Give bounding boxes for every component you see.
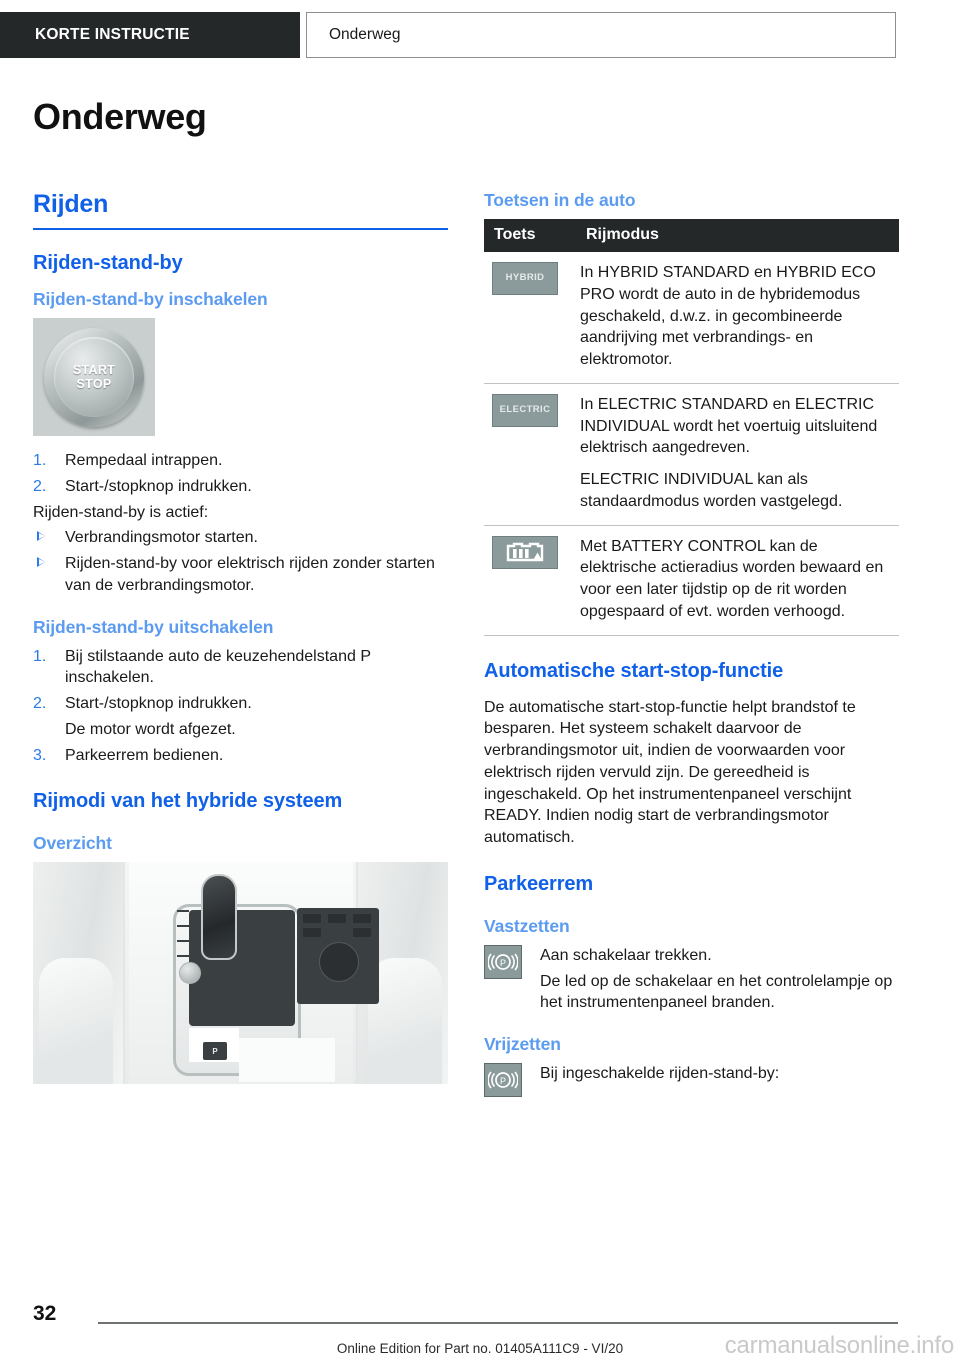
- table-cell-description: [576, 252, 899, 383]
- description-paragraph: In ELECTRIC STANDARD en ELECTRIC INDIVIDUAL wordt het voertuig uitsluitend elektrisch aangedreven.: [580, 395, 878, 457]
- page-number: 32: [33, 1302, 57, 1325]
- heading-automatische-start-stop-functie: Automatische start-stop-functie: [484, 659, 784, 682]
- table-row: [484, 252, 899, 383]
- heading-rijden-stand-by: Rijden-stand-by: [33, 252, 183, 274]
- right-column: [484, 190, 899, 1105]
- hybrid-button-icon: [492, 262, 558, 295]
- step-text: Parkeerrem bedienen.: [65, 746, 224, 764]
- step-text: Start-/stopknop indrukken.: [65, 477, 252, 495]
- electric-button-label: ELECTRIC: [499, 403, 551, 415]
- start-stop-label-stop: STOP: [76, 377, 112, 391]
- idrive-controller-dial: [319, 942, 359, 982]
- list-item: [33, 450, 448, 472]
- step-number: 3.: [33, 746, 47, 764]
- console-key: [177, 910, 189, 916]
- driving-modes-table: [484, 219, 899, 636]
- center-console-photo: [33, 862, 448, 1084]
- table-header-row: [484, 219, 899, 252]
- section-heading-rijden: Rijden: [33, 190, 448, 230]
- table-cell-description: [576, 383, 899, 525]
- heading-rijden-stand-by-inschakelen: Rijden-stand-by inschakelen: [33, 289, 268, 309]
- footer-divider: [98, 1322, 898, 1324]
- console-seat-left: [33, 862, 125, 1084]
- console-key: [177, 940, 189, 946]
- table-row: [484, 383, 899, 525]
- step-number: 2.: [33, 477, 47, 495]
- parking-brake-icon: [484, 1063, 522, 1097]
- table-cell-key: [484, 525, 576, 635]
- footer-edition-text: Online Edition for Part no. 01405A111C9 - VI/20: [336, 1341, 624, 1356]
- start-stop-button-figure: [33, 318, 155, 436]
- watermark: carmanualsonline.info: [724, 1332, 954, 1359]
- idrive-button: [353, 914, 371, 923]
- electric-button-icon: [492, 394, 558, 427]
- list-item: [33, 745, 448, 767]
- triangle-bullet-icon: [37, 531, 45, 541]
- console-storage-area: [239, 1038, 335, 1082]
- step-text: Start-/stopknop indrukken.: [65, 695, 252, 712]
- svg-text:P: P: [499, 957, 507, 968]
- bullet-text: Rijden-stand-by voor elektrisch rijden zonder starten van de verbrandingsmotor.: [65, 555, 435, 594]
- hybrid-button-label: HYBRID: [505, 272, 545, 284]
- uitschakelen-step2-result: De motor wordt afgezet.: [65, 720, 236, 738]
- breadcrumb-page-tab[interactable]: Onderweg: [306, 12, 896, 58]
- heading-vastzetten: Vastzetten: [484, 915, 570, 936]
- parking-brake-switch: [203, 1042, 227, 1060]
- idrive-control-pad: [297, 908, 379, 1004]
- triangle-bullet-icon: [37, 557, 45, 567]
- list-item: [33, 646, 448, 690]
- uitschakelen-steps-list: [33, 646, 448, 715]
- column-header-rijmodus: Rijmodus: [576, 219, 899, 252]
- idrive-button: [328, 914, 346, 923]
- description-paragraph: ELECTRIC INDIVIDUAL kan als standaardmodus worden vastgelegd.: [580, 471, 843, 510]
- start-stop-label-start: START: [72, 363, 116, 377]
- bullet-text: Verbrandingsmotor starten.: [65, 529, 258, 547]
- list-item: [33, 476, 448, 498]
- list-item: [33, 527, 448, 549]
- console-key: [177, 955, 189, 961]
- start-stop-outer-ring: [44, 328, 144, 427]
- vastzetten-line2: De led op de schakelaar en het controlelampje op het instrumentenpaneel branden.: [540, 972, 893, 1012]
- vrijzetten-block: [484, 1063, 899, 1105]
- svg-text:P: P: [499, 1076, 507, 1086]
- idrive-button: [353, 928, 371, 937]
- parking-brake-icon: [484, 945, 522, 979]
- step-number: 1.: [33, 647, 47, 665]
- table-cell-description: [576, 525, 899, 635]
- rijden-standby-bullets: [33, 527, 448, 596]
- gear-selector-lever: [201, 874, 237, 960]
- battery-control-icon: [492, 536, 558, 569]
- console-tunnel: [129, 862, 353, 1084]
- table-cell-key: [484, 252, 576, 383]
- heading-toetsen-in-de-auto: Toetsen in de auto: [484, 190, 636, 210]
- console-key: [177, 925, 189, 931]
- start-stop-button-face: [54, 337, 134, 417]
- step-text: Bij stilstaande auto de keuzehendelstand P inschakelen.: [65, 647, 371, 687]
- left-column: [33, 190, 448, 1084]
- heading-vrijzetten: Vrijzetten: [484, 1034, 561, 1054]
- uitschakelen-steps-list-cont: [33, 745, 448, 767]
- inschakelen-steps-list: [33, 450, 448, 498]
- page-header: [0, 12, 960, 58]
- heading-rijmodi-hybride-systeem: Rijmodi van het hybride systeem: [33, 790, 343, 813]
- heading-rijden-stand-by-uitschakelen: Rijden-stand-by uitschakelen: [33, 616, 274, 637]
- table-row: [484, 525, 899, 635]
- page-title: Onderweg: [33, 96, 207, 137]
- list-item: [33, 693, 448, 715]
- description-paragraph: Met BATTERY CONTROL kan de elektrische actieradius worden bewaard en voor een later tijdstip op de rit worden opgespaard of evt. worden verhoogd.: [580, 537, 884, 620]
- rijden-standby-active-intro: Rijden-stand-by is actief:: [33, 503, 209, 521]
- start-stop-description: De automatische start-stop-functie helpt brandstof te besparen. Het systeem schakelt daarvoor de verbrandingsmotor uit, indien de voorwaarden voor elektrisch rijden vervuld zijn. De gereedheid is ingeschakeld. Op het instrumentenpaneel verschijnt READY. Indien nodig start de verbrandingsmotor automatisch.: [484, 698, 856, 846]
- vastzetten-line1: Aan schakelaar trekken.: [540, 946, 712, 964]
- heading-parkeerrem: Parkeerrem: [484, 872, 594, 895]
- step-number: 1.: [33, 452, 47, 469]
- breadcrumb-section-tab[interactable]: KORTE INSTRUCTIE: [0, 12, 300, 58]
- vrijzetten-line1: Bij ingeschakelde rijden-stand-by:: [540, 1065, 780, 1082]
- vastzetten-block: [484, 945, 899, 1014]
- table-cell-key: [484, 383, 576, 525]
- heading-overzicht: Overzicht: [33, 833, 112, 854]
- column-header-toets: Toets: [484, 219, 576, 252]
- idrive-button: [303, 914, 321, 923]
- list-item: [33, 553, 448, 597]
- step-number: 2.: [33, 695, 47, 712]
- idrive-button: [303, 928, 321, 937]
- description-paragraph: In HYBRID STANDARD en HYBRID ECO PRO wordt de auto in de hybridemodus geschakeld, d.w.z. in gecombineerde aandrijving met verbrandings- en elektromotor.: [580, 264, 876, 368]
- step-text: Rempedaal intrappen.: [65, 452, 223, 469]
